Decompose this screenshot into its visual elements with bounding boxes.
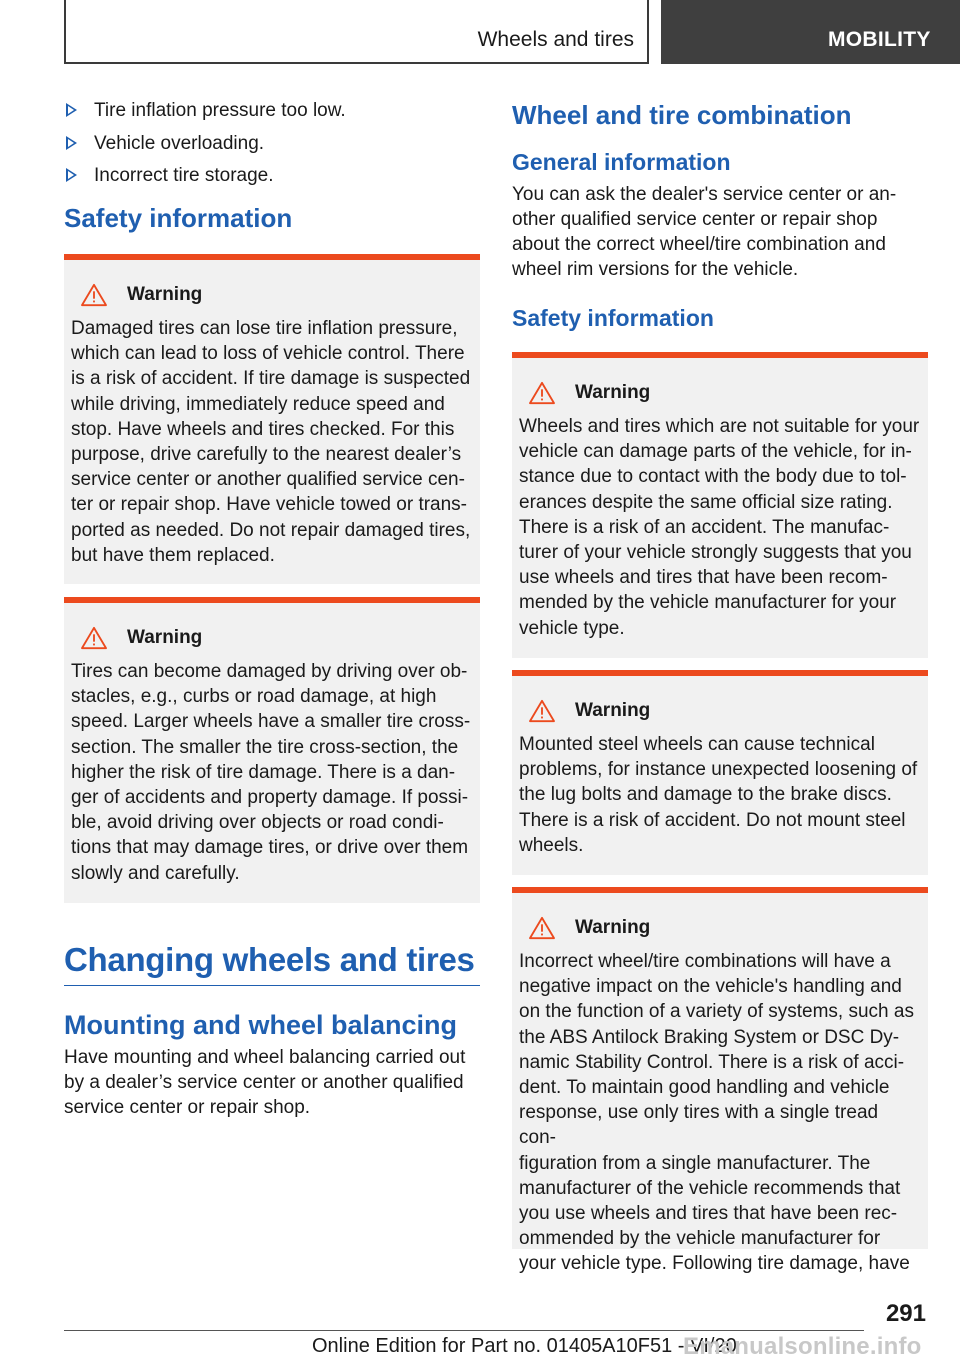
- text-line: negative impact on the vehicle's handling and: [519, 976, 902, 998]
- warning-triangle-icon: [79, 283, 109, 307]
- chapter-heading: Changing wheels and tires: [64, 941, 480, 986]
- text-line: Tires can become damaged by driving over ob‐: [71, 661, 468, 682]
- text-line: slowly and carefully.: [71, 862, 240, 884]
- text-line: manufacturer of the vehicle recommends that: [519, 1177, 901, 1199]
- warning-title: Warning: [127, 284, 203, 305]
- text-line: response, use only tires with a single tread con‐: [519, 1102, 879, 1149]
- text-line: problems, for instance unexpected loosening of: [519, 759, 918, 781]
- warning-text: [519, 732, 920, 858]
- page-number: 291: [885, 1300, 926, 1327]
- text-line: while driving, immediately reduce speed and: [71, 393, 445, 415]
- text-line: vehicle type.: [519, 617, 625, 639]
- warning-header: [519, 378, 920, 408]
- text-line: tions that may damage tires, or drive over them: [71, 837, 469, 859]
- list-item: [64, 165, 480, 187]
- warning-triangle-icon: [527, 699, 557, 723]
- right-column: [512, 100, 928, 1275]
- warning-text: [71, 316, 472, 568]
- warning-header: [519, 913, 920, 943]
- text-line: about the correct wheel/tire combination and: [512, 234, 886, 255]
- header-chapter-tab: [661, 0, 960, 64]
- text-line: you use wheels and tires that have been rec‐: [519, 1203, 898, 1225]
- text-line: the ABS Antilock Braking System or DSC Dy‐: [519, 1026, 900, 1048]
- text-line: There is a risk of an accident. The manufac‐: [519, 516, 890, 538]
- mounting-paragraph: [64, 1045, 480, 1120]
- text-line: other qualified service center or repair shop: [512, 209, 878, 230]
- text-line: mended by the vehicle manufacturer for your: [519, 592, 897, 614]
- general-heading: General information: [512, 149, 731, 175]
- warning-box: [512, 887, 928, 1275]
- combo-heading: Wheel and tire combination: [512, 100, 852, 130]
- text-line: is a risk of accident. If tire damage is suspected: [71, 368, 471, 390]
- warning-title: Warning: [575, 917, 651, 938]
- text-line: on the function of a variety of systems, such as: [519, 1001, 914, 1023]
- text-line: ble, avoid driving over objects or road condi‐: [71, 812, 444, 834]
- text-line: Have mounting and wheel balancing carried out: [64, 1047, 466, 1068]
- triangle-right-icon: [66, 168, 77, 182]
- text-line: ommended by the vehicle manufacturer for: [519, 1228, 881, 1250]
- bullet-list: [64, 100, 480, 187]
- list-item-text: Incorrect tire storage.: [94, 165, 274, 186]
- warning-title: Warning: [575, 382, 651, 403]
- mounting-heading: Mounting and wheel balancing: [64, 1010, 458, 1040]
- warning-header: [519, 696, 920, 726]
- text-line: higher the risk of tire damage. There is a dan‐: [71, 761, 456, 783]
- warning-header: [71, 280, 472, 310]
- text-line: Wheels and tires which are not suitable for your: [519, 416, 920, 437]
- text-line: wheel rim versions for the vehicle.: [512, 259, 799, 280]
- warning-text: [71, 659, 472, 886]
- warning-box: [512, 352, 928, 658]
- triangle-right-icon: [66, 136, 77, 150]
- text-line: turer of your vehicle strongly suggests that you: [519, 542, 912, 564]
- watermark: Emanualsonline.info: [683, 1333, 922, 1360]
- warning-box: [512, 670, 928, 875]
- text-line: purpose, drive carefully to the nearest dealer’s: [71, 444, 462, 466]
- list-item-text: Tire inflation pressure too low.: [94, 100, 346, 121]
- text-line: ported as needed. Do not repair damaged tires,: [71, 519, 471, 541]
- text-line: dent. To maintain good handling and vehicle: [519, 1077, 890, 1099]
- text-line: stance due to contact with the body due to tol‐: [519, 466, 907, 488]
- safety-heading-right: Safety information: [512, 305, 714, 331]
- text-line: You can ask the dealer's service center or an‐: [512, 184, 897, 205]
- text-line: vehicle can damage parts of the vehicle, for in‐: [519, 441, 912, 463]
- text-line: ter or repair shop. Have vehicle towed or trans‐: [71, 494, 468, 516]
- text-line: namic Stability Control. There is a risk of acci‐: [519, 1051, 905, 1073]
- header-chapter-label: MOBILITY: [828, 28, 931, 51]
- text-line: by a dealer’s service center or another qualified: [64, 1072, 464, 1093]
- warning-triangle-icon: [527, 916, 557, 940]
- warning-title: Warning: [127, 627, 203, 648]
- list-item-text: Vehicle overloading.: [94, 132, 265, 154]
- warning-box: [64, 254, 480, 584]
- text-line: service center or repair shop.: [64, 1097, 311, 1118]
- general-paragraph: [512, 182, 928, 282]
- warning-title: Warning: [575, 700, 651, 721]
- text-line: section. The smaller the tire cross-section, the: [71, 736, 459, 758]
- header-section-title: Wheels and tires: [477, 28, 634, 51]
- warning-triangle-icon: [79, 626, 109, 650]
- text-line: There is a risk of accident. Do not mount steel: [519, 809, 906, 831]
- text-line: Mounted steel wheels can cause technical: [519, 734, 875, 755]
- text-line: wheels.: [519, 834, 584, 856]
- text-line: figuration from a single manufacturer. The: [519, 1152, 871, 1174]
- text-line: Damaged tires can lose tire inflation pressure,: [71, 318, 458, 339]
- safety-heading-left: Safety information: [64, 203, 293, 233]
- text-line: use wheels and tires that have been recom‐: [519, 567, 888, 589]
- triangle-right-icon: [66, 103, 77, 117]
- warning-triangle-icon: [527, 381, 557, 405]
- list-item: [64, 100, 480, 122]
- text-line: the lug bolts and damage to the brake discs.: [519, 784, 892, 806]
- text-line: Incorrect wheel/tire combinations will have a: [519, 951, 891, 972]
- left-column: [64, 100, 480, 1120]
- warning-text: [519, 414, 920, 641]
- text-line: erances despite the same official size rating.: [519, 491, 893, 513]
- text-line: stacles, e.g., curbs or road damage, at high: [71, 686, 437, 708]
- text-line: stop. Have wheels and tires checked. For this: [71, 418, 455, 440]
- text-line: speed. Larger wheels have a smaller tire cross-: [71, 711, 471, 733]
- footer-edition: Online Edition for Part no. 01405A10F51 - VI/20: [312, 1335, 737, 1357]
- footer-divider: [64, 1330, 864, 1331]
- warning-text: [519, 949, 920, 1277]
- text-line: service center or another qualified service cen‐: [71, 469, 465, 491]
- text-line: ger of accidents and property damage. If possi‐: [71, 787, 469, 809]
- text-line: but have them replaced.: [71, 544, 275, 566]
- warning-header: [71, 623, 472, 653]
- text-line: which can lead to loss of vehicle control. There: [71, 343, 465, 365]
- list-item: [64, 133, 480, 155]
- text-line: your vehicle type. Following tire damage, have: [519, 1253, 910, 1275]
- warning-box: [64, 597, 480, 903]
